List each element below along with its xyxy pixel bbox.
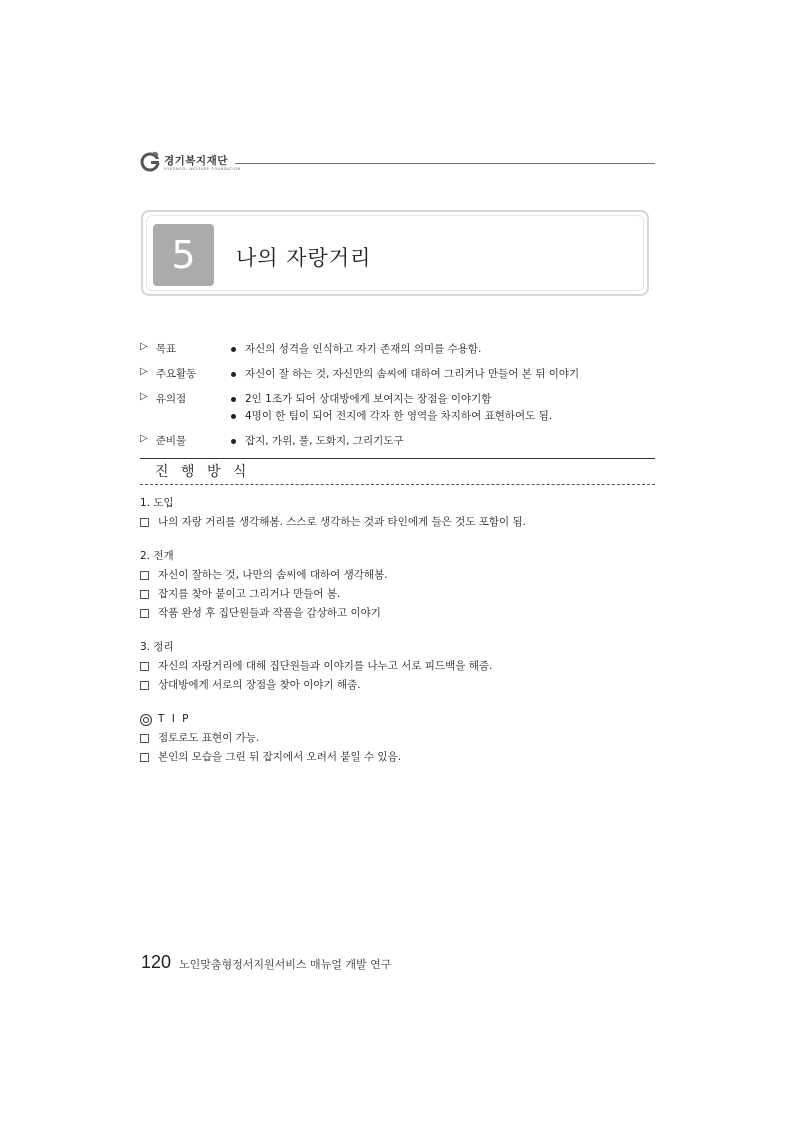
list-item: 점토로도 표현이 가능. [140,729,655,748]
section-heading [140,458,655,485]
info-row-goal [140,341,655,358]
list-item: 작품 완성 후 집단원들과 작품을 감상하고 이야기 [140,604,655,623]
triangle-right-icon: ▷ [140,391,148,402]
checkbox-square-icon [140,662,149,671]
list-item: 본인의 모습을 그린 뒤 잡지에서 오려서 붙일 수 있음. [140,748,655,767]
bullet-icon [231,397,236,402]
activity-number: 5 [153,224,214,286]
triangle-right-icon: ▷ [140,366,148,377]
procedure-body [140,494,655,782]
step-wrapup [140,638,655,695]
info-value: 2인 1조가 되어 상대방에게 보여지는 장점을 이야기함 [245,393,492,405]
bullet-icon [231,439,236,444]
section-heading-text: 진 행 방 식 [155,464,251,480]
triangle-right-icon: ▷ [140,433,148,444]
step-title: 3. 정리 [140,641,174,653]
list-item: 잡지를 찾아 붙이고 그리거나 만들어 봄. [140,585,655,604]
list-item: 나의 자랑 거리를 생각해봄. 스스로 생각하는 것과 타인에게 들은 것도 포함이 됨. [140,513,655,532]
step-title: 1. 도입 [140,497,174,509]
org-name-en: GYEONGGI WELFARE FOUNDATION [164,167,241,171]
tip-title: T I P [158,713,191,725]
info-row-materials [140,433,655,450]
tip-section [140,710,655,767]
info-key: 준비물 [155,435,187,447]
page-number: 120 [141,952,172,972]
bullet-icon [231,347,236,352]
info-key: 유의점 [155,393,187,405]
page-footer [141,952,391,973]
header-rule [235,163,655,164]
checkbox-square-icon [140,590,149,599]
checkbox-square-icon [140,571,149,580]
activity-info [140,341,655,458]
info-value: 4명이 한 팀이 되어 전지에 각자 한 영역을 차지하여 표현하여도 됨. [245,410,553,422]
info-key: 목표 [155,343,176,355]
triangle-right-icon: ▷ [140,341,148,352]
list-item: 자신의 자랑거리에 대해 집단원들과 이야기를 나누고 서로 피드백을 해줌. [140,657,655,676]
foundation-logo-icon [140,150,162,172]
info-row-activity [140,366,655,383]
step-development [140,547,655,623]
checkbox-square-icon [140,518,149,527]
bullet-icon [231,372,236,377]
info-value: 자신이 잘 하는 것, 자신만의 솜씨에 대하여 그리거나 만들어 본 뒤 이야기 [245,368,580,380]
list-item: 자신이 잘하는 것, 나만의 솜씨에 대하여 생각해봄. [140,566,655,585]
header-logo [140,150,655,178]
activity-title: 나의 자랑거리 [236,246,372,270]
activity-title-box [141,210,649,296]
checkbox-square-icon [140,753,149,762]
double-circle-icon [140,714,152,726]
bullet-icon [231,414,236,419]
info-row-notes [140,391,655,425]
step-intro [140,494,655,532]
info-value: 잡지, 가위, 풀, 도화지, 그리기도구 [245,435,404,447]
info-key: 주요활동 [155,368,197,380]
checkbox-square-icon [140,681,149,690]
checkbox-square-icon [140,609,149,618]
info-value: 자신의 성격을 인식하고 자기 존재의 의미를 수용함. [245,343,482,355]
checkbox-square-icon [140,734,149,743]
book-title: 노인맞춤형정서지원서비스 매뉴얼 개발 연구 [179,958,392,971]
org-name: 경기복지재단 [164,155,228,167]
step-title: 2. 전개 [140,550,174,562]
list-item: 상대방에게 서로의 장점을 찾아 이야기 해줌. [140,676,655,695]
